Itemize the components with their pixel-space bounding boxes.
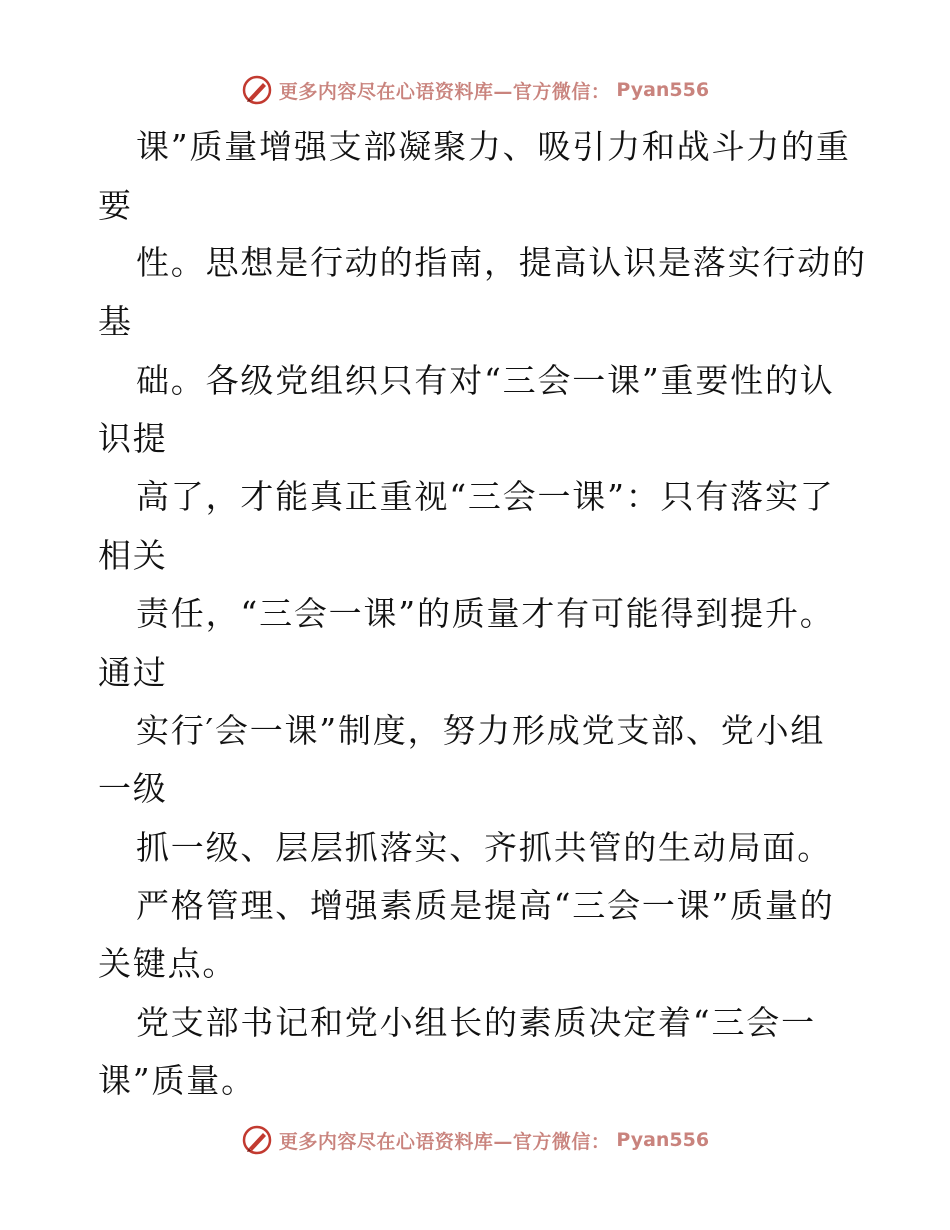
watermark-wechat-id: Pyan556 bbox=[616, 1129, 710, 1151]
text-line: 性。思想是行动的指南，提高认识是落实行动的 bbox=[136, 243, 867, 282]
text-line: 课”质量。 bbox=[98, 1061, 256, 1100]
text-line: 关键点。 bbox=[98, 944, 238, 983]
text-line: 课”质量增强支部凝聚力、吸引力和战斗力的重 bbox=[136, 127, 851, 166]
text-line: 实行′会一课”制度，努力形成党支部、党小组 bbox=[136, 711, 826, 750]
text-line: 严格管理、增强素质是提高“三会一课”质量的 bbox=[136, 886, 835, 925]
text-line: 基 bbox=[98, 302, 133, 341]
text-line: 一级 bbox=[98, 769, 168, 808]
text-line: 高了，才能真正重视“三会一课”：只有落实了 bbox=[136, 477, 835, 516]
text-line: 通过 bbox=[98, 653, 168, 692]
text-line: 础。各级党组织只有对“三会一课”重要性的认 bbox=[136, 361, 835, 400]
text-line: 责任，“三会一课”的质量才有可能得到提升。 bbox=[136, 594, 835, 633]
text-line: 抓一级、层层抓落实、齐抓共管的生动局面。 bbox=[136, 828, 832, 867]
footer-watermark bbox=[0, 1120, 950, 1160]
text-line: 要 bbox=[98, 186, 133, 225]
watermark-wechat-id: Pyan556 bbox=[616, 79, 710, 101]
text-line: 识提 bbox=[98, 419, 168, 458]
text-line: 党支部书记和党小组长的素质决定着“三会一 bbox=[136, 1003, 816, 1042]
watermark-text: 更多内容尽在心语资料库—官方微信： bbox=[278, 1130, 611, 1153]
watermark-text: 更多内容尽在心语资料库—官方微信： bbox=[278, 80, 611, 103]
pen-logo-icon bbox=[241, 1124, 273, 1156]
text-line: 相关 bbox=[98, 536, 168, 575]
